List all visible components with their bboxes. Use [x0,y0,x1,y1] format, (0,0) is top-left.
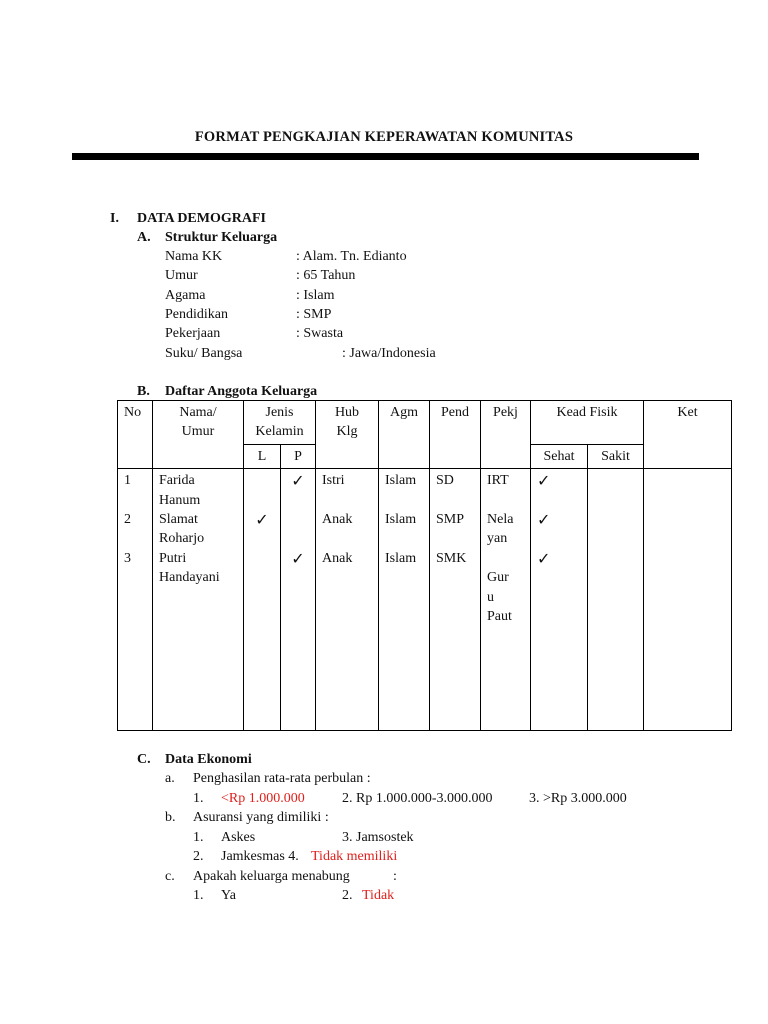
header-agm: Agm [379,401,430,469]
field-label: Umur [165,268,198,283]
option-number: 2. [193,849,204,864]
check-mark: ✓ [291,471,305,491]
col-pend: SD SMP SMK [430,469,481,731]
col-sakit [588,469,644,731]
option-number: 1. [193,830,204,845]
field-value: : 65 Tahun [296,268,356,283]
field-value: : Alam. Tn. Edianto [296,249,407,264]
field-value: : Islam [296,288,335,303]
title-rule [72,153,699,160]
subsection-c-heading: Data Ekonomi [165,752,252,767]
col-sehat [531,469,588,731]
question-text: Asuransi yang dimiliki : [193,810,329,825]
header-sehat: Sehat [531,444,588,468]
section-heading: DATA DEMOGRAFI [137,211,266,226]
option-number: 1. [193,791,204,806]
col-pekj: IRT Nela yan Gur u Paut [481,469,531,731]
question-letter: a. [165,771,175,786]
col-ket [644,469,732,731]
col-p [281,469,316,731]
subsection-a-letter: A. [137,230,151,245]
header-l: L [244,444,281,468]
header-p: P [281,444,316,468]
question-colon: : [393,869,397,884]
check-mark: ✓ [537,548,551,568]
field-label: Agama [165,288,206,303]
option: Jamkesmas 4. [221,849,299,864]
option: 2. Rp 1.000.000-3.000.000 [342,791,493,806]
option-selected: Tidak [362,888,395,903]
check-mark [287,510,309,529]
subsection-b-letter: B. [137,384,150,399]
family-members-table [117,400,732,731]
section-numeral: I. [110,211,119,226]
option-selected: Tidak memiliki [311,849,398,864]
table-row [118,469,732,731]
question-text: Apakah keluarga menabung [193,869,350,884]
option-selected: <Rp 1.000.000 [221,791,305,806]
option: 3. Jamsostek [342,830,414,845]
question-letter: b. [165,810,176,825]
option-number: 1. [193,888,204,903]
header-nama-umur: Nama/ Umur [153,401,244,469]
option: 3. >Rp 3.000.000 [529,791,627,806]
field-label: Nama KK [165,249,223,264]
col-no: 1 2 3 [118,469,153,731]
check-mark: ✓ [255,510,269,530]
subsection-b-heading: Daftar Anggota Keluarga [165,384,318,399]
subsection-a-heading: Struktur Keluarga [165,230,278,245]
header-hub-klg: Hub Klg [316,401,379,469]
check-mark: ✓ [537,471,551,491]
header-kead-fisik: Kead Fisik [531,401,644,445]
field-value: : Swasta [296,326,344,341]
header-jenis-kelamin: Jenis Kelamin [244,401,316,445]
field-label: Pekerjaan [165,326,221,341]
document-title: FORMAT PENGKAJIAN KEPERAWATAN KOMUNITAS [194,129,574,145]
header-pekj: Pekj [481,401,531,469]
check-mark [250,471,274,490]
question-text: Penghasilan rata-rata perbulan : [193,771,371,786]
field-label: Pendidikan [165,307,228,322]
table-header-row [118,401,732,445]
question-letter: c. [165,869,175,884]
col-nama: Farida Hanum Slamat Roharjo Putri Handayani [153,469,244,731]
field-value: : SMP [296,307,332,322]
option-number: 2. [342,888,353,903]
field-label: Suku/ Bangsa [165,346,243,361]
col-agm: Islam Islam Islam [379,469,430,731]
header-no: No [118,401,153,469]
check-mark [250,549,274,568]
field-value: : Jawa/Indonesia [342,346,436,361]
check-mark: ✓ [537,510,551,530]
col-hub: Istri Anak Anak [316,469,379,731]
col-l [244,469,281,731]
check-mark: ✓ [291,548,305,568]
header-ket: Ket [644,401,732,469]
option: Askes [221,830,256,845]
header-sakit: Sakit [588,444,644,468]
header-pend: Pend [430,401,481,469]
option: Ya [221,888,236,903]
subsection-c-letter: C. [137,752,151,767]
